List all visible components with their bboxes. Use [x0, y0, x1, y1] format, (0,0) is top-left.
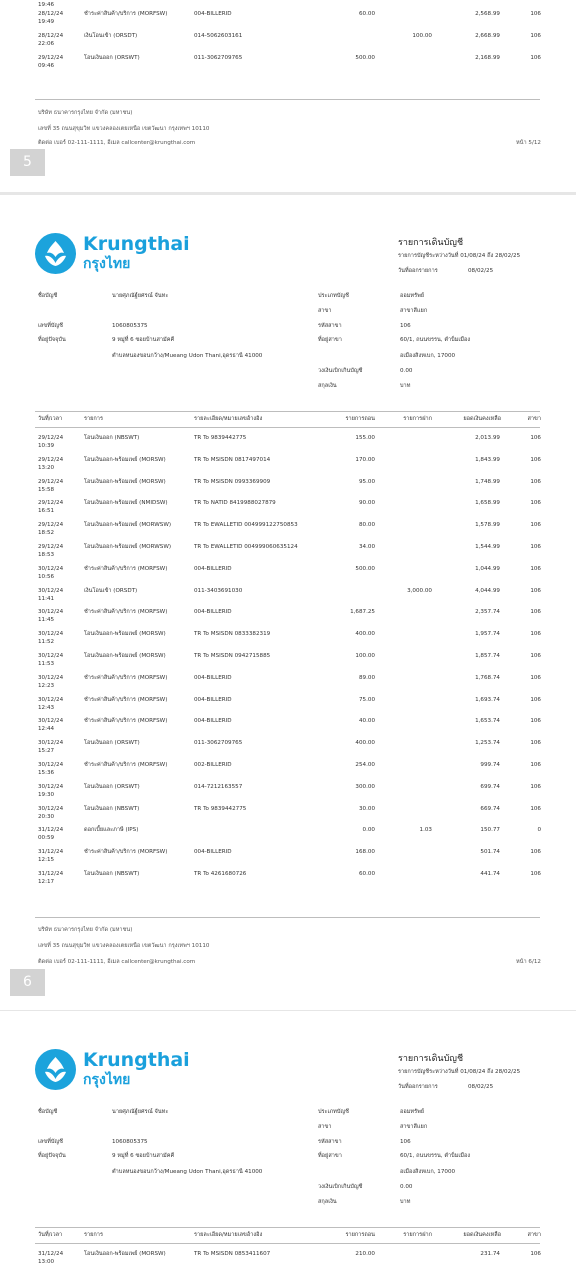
row-date: 29/12/24 — [38, 478, 64, 485]
row-balance: 2,168.99 — [475, 55, 500, 61]
issue-date: 08/02/25 — [468, 268, 494, 274]
row-withdraw: 300.00 — [355, 783, 375, 790]
brand-name-th: กรุงไทย — [83, 256, 131, 272]
row-withdraw: 500.00 — [355, 55, 375, 61]
row-branch: 106 — [530, 609, 541, 616]
row-detail: TR To MSISDN 0853411607 — [194, 1251, 271, 1257]
row-branch: 106 — [530, 696, 541, 703]
row-balance: 1,253.74 — [475, 740, 500, 747]
divider — [35, 411, 540, 412]
row-detail: TR To 4261680726 — [194, 871, 247, 877]
branch-label: สาขา — [318, 308, 332, 314]
statement-period: รายการบัญชีระหว่างวันที่ 01/08/24 ถึง 28/02/25 — [398, 1069, 521, 1075]
col-withdraw: รายการถอน — [345, 416, 375, 422]
overdraft: 0.00 — [400, 368, 413, 374]
overdraft-label: วงเงินเบิกเกินบัญชี — [318, 368, 363, 374]
col-withdraw: รายการถอน — [345, 1232, 375, 1238]
row-detail: TR To MSISDN 0942715885 — [194, 653, 271, 659]
row-balance: 1,843.99 — [475, 456, 500, 463]
row-branch: 106 — [530, 435, 541, 441]
page-indicator: 5 — [10, 149, 45, 176]
row-description: ชำระค่าสินค้า/บริการ (MORFSW) — [84, 718, 168, 725]
row-balance: 4,044.99 — [475, 587, 500, 594]
row-time: 11:53 — [38, 661, 55, 667]
row-date: 29/12/24 — [38, 435, 64, 441]
row-description: ชำระค่าสินค้า/บริการ (MORFSW) — [84, 674, 168, 681]
row-balance: 2,013.99 — [475, 435, 500, 441]
row-balance: 1,653.74 — [475, 718, 500, 725]
branch-address-line1: 60/1, ถนนขรรน, ตำบ็มเมือง — [400, 1153, 471, 1159]
row-detail: TR To 9839442775 — [194, 435, 247, 441]
row-date: 29/12/24 — [38, 522, 64, 529]
row-branch: 106 — [530, 587, 541, 594]
row-time: 10:56 — [38, 573, 55, 580]
row-detail: TR To MSISDN 0817497014 — [194, 456, 271, 463]
row-description: ชำระค่าสินค้า/บริการ (MORFSW) — [84, 609, 168, 616]
account-no: 1060805375 — [112, 1139, 148, 1145]
krungthai-logo — [35, 1049, 76, 1090]
branch-address-label: ที่อยู่สาขา — [318, 337, 342, 343]
row-detail: 004-BILLERID — [194, 849, 232, 856]
row-deposit: 100.00 — [412, 33, 432, 39]
row-description: โอนเงินออก-พร้อมเพย์ (MORSW) — [84, 456, 166, 463]
account-type-label: ประเภทบัญชี — [318, 293, 349, 299]
row-date: 30/12/24 — [38, 631, 64, 638]
row-time: 13:20 — [38, 464, 55, 471]
row-branch: 106 — [530, 478, 541, 485]
row-time: 15:27 — [38, 748, 55, 755]
row-withdraw: 100.00 — [355, 653, 375, 659]
row-description: โอนเงินออก (ORSWT) — [84, 740, 140, 747]
row-branch: 106 — [530, 718, 541, 725]
row-withdraw: 30.00 — [358, 805, 375, 812]
row-balance: 2,357.74 — [475, 609, 500, 616]
row-balance: 1,768.74 — [475, 674, 500, 681]
branch: สาขาสีแยก — [400, 308, 428, 314]
row-time: 13:00 — [38, 1259, 55, 1265]
footer-company: บริษัท ธนาคารกรุงไทย จำกัด (มหาชน) — [38, 110, 133, 116]
branch-address-line2: อเมืองสิงหเบก, 17000 — [400, 1169, 456, 1175]
row-description: โอนเงินออก (NBSWT) — [84, 871, 140, 877]
col-desc: รายการ — [84, 416, 103, 422]
row-withdraw: 0.00 — [362, 827, 375, 834]
row-balance: 501.74 — [480, 849, 500, 856]
row-branch: 106 — [530, 871, 541, 877]
row-date: 31/12/24 — [38, 1251, 64, 1257]
account-no: 1060805375 — [112, 323, 148, 329]
footer-address: เลขที่ 35 ถนนสุขุมวิท แขวงคลองเตยเหนือ เขตวัฒนา กรุงเทพฯ 10110 — [38, 943, 210, 949]
footer-company: บริษัท ธนาคารกรุงไทย จำกัด (มหาชน) — [38, 927, 133, 933]
address-label: ที่อยู่ปัจจุบัน — [38, 337, 66, 343]
row-withdraw: 40.00 — [358, 718, 375, 725]
row-balance: 1,578.99 — [475, 522, 500, 529]
divider — [35, 427, 540, 428]
row-withdraw: 210.00 — [355, 1251, 375, 1257]
col-balance: ยอดเงินคงเหลือ — [463, 416, 501, 422]
account-name: นายศุภณัฐ์ยศรณ์ จันทะ — [112, 293, 169, 299]
branch-address-label: ที่อยู่สาขา — [318, 1153, 342, 1159]
account-name: นายศุภณัฐ์ยศรณ์ จันทะ — [112, 1109, 169, 1115]
statement-page-5 — [0, 0, 576, 192]
row-balance: 699.74 — [480, 783, 500, 790]
row-withdraw: 400.00 — [355, 740, 375, 747]
row-time: 12:17 — [38, 879, 55, 885]
row-date: 31/12/24 — [38, 849, 64, 856]
row-description: โอนเงินออก-พร้อมเพย์ (MORWSW) — [84, 544, 172, 550]
row-withdraw: 89.00 — [358, 674, 375, 681]
col-detail: รายละเอียด/หมายเลขอ้างอิง — [194, 1232, 263, 1238]
branch-code-label: รหัสสาขา — [318, 1139, 342, 1145]
row-time: 19:30 — [38, 791, 55, 798]
page-number: หน้า 5/12 — [516, 140, 541, 146]
row-branch: 106 — [530, 740, 541, 747]
row-balance: 2,668.99 — [475, 33, 500, 39]
branch-label: สาขา — [318, 1124, 332, 1130]
row-withdraw: 500.00 — [355, 565, 375, 572]
row-detail: 004-BILLERID — [194, 718, 232, 725]
branch-code: 106 — [400, 323, 411, 329]
row-description: โอนเงินออก (NBSWT) — [84, 805, 140, 812]
footer-address: เลขที่ 35 ถนนสุขุมวิท แขวงคลองเตยเหนือ เขตวัฒนา กรุงเทพฯ 10110 — [38, 126, 210, 132]
row-description: โอนเงินออก-พร้อมเพย์ (MORWSW) — [84, 522, 172, 529]
row-detail: 014-7212163557 — [194, 783, 243, 790]
row-detail: 004-BILLERID — [194, 11, 232, 17]
row-time: 15:58 — [38, 486, 55, 493]
col-branch: สาขา — [527, 1232, 541, 1238]
row-time: 00:59 — [38, 835, 55, 842]
issue-label: วันที่ออกรายการ — [398, 1084, 438, 1090]
row-withdraw: 168.00 — [355, 849, 375, 856]
row-branch: 106 — [530, 544, 541, 550]
row-description: ชำระค่าสินค้า/บริการ (MORFSW) — [84, 849, 168, 856]
statement-page-6 — [0, 195, 576, 1010]
row-detail: 004-BILLERID — [194, 674, 232, 681]
row-description: ดอกเบี้ยและภาษี (IPS) — [84, 827, 139, 834]
row-detail: 004-BILLERID — [194, 609, 232, 616]
row-branch: 106 — [530, 456, 541, 463]
branch-code-label: รหัสสาขา — [318, 323, 342, 329]
row-date: 30/12/24 — [38, 653, 64, 659]
address-line1: 9 หมู่ที่ 6 ซอยบ้านสามัคคี — [112, 337, 175, 343]
row-detail: TR To MSISDN 0833382319 — [194, 631, 271, 638]
row-time: 18:53 — [38, 552, 55, 558]
currency: บาท — [400, 383, 411, 389]
branch-address-line1: 60/1, ถนนขรรน, ตำบ็มเมือง — [400, 337, 471, 343]
row-branch: 106 — [530, 631, 541, 638]
statement-title: รายการเดินบัญชี — [398, 1054, 464, 1064]
row-detail: TR To EWALLETID 004999060635124 — [194, 544, 298, 550]
row-branch: 106 — [530, 849, 541, 856]
brand-name-en: Krungthai — [83, 233, 190, 255]
col-branch: สาขา — [527, 416, 541, 422]
account-type: ออมทรัพย์ — [400, 1109, 425, 1115]
row-detail: TR To NATID 8419988027879 — [194, 500, 276, 507]
account-name-label: ชื่อบัญชี — [38, 293, 58, 299]
row-branch: 106 — [530, 11, 541, 17]
row-time: 12:44 — [38, 726, 55, 733]
row-detail: TR To 9839442775 — [194, 805, 247, 812]
branch-address-line2: อเมืองสิงหเบก, 17000 — [400, 353, 456, 359]
row-time: 10:39 — [38, 443, 55, 449]
row-date: 31/12/24 — [38, 871, 64, 877]
account-no-label: เลขที่บัญชี — [38, 1139, 63, 1145]
row-deposit: 1.03 — [419, 827, 432, 834]
overdraft: 0.00 — [400, 1184, 413, 1190]
row-withdraw: 400.00 — [355, 631, 375, 638]
divider — [35, 1243, 540, 1244]
row-time: 20:30 — [38, 813, 55, 820]
row-withdraw: 254.00 — [355, 762, 375, 768]
row-balance: 2,568.99 — [475, 11, 500, 17]
issue-date: 08/02/25 — [468, 1084, 494, 1090]
statement-period: รายการบัญชีระหว่างวันที่ 01/08/24 ถึง 28/02/25 — [398, 253, 521, 259]
row-branch: 106 — [530, 762, 541, 768]
row-time: 12:15 — [38, 857, 55, 864]
divider — [35, 99, 540, 100]
row-time: 18:52 — [38, 530, 55, 537]
col-deposit: รายการฝาก — [403, 1232, 432, 1238]
row-balance: 441.74 — [480, 871, 500, 877]
row-detail: TR To EWALLETID 004999122750853 — [194, 522, 298, 529]
account-name-label: ชื่อบัญชี — [38, 1109, 58, 1115]
row-branch: 106 — [530, 674, 541, 681]
row-description: ชำระค่าสินค้า/บริการ (MORFSW) — [84, 565, 168, 572]
row-date: 30/12/24 — [38, 609, 64, 616]
row-date: 30/12/24 — [38, 565, 64, 572]
row-balance: 1,658.99 — [475, 500, 500, 507]
row-branch: 106 — [530, 1251, 541, 1257]
row-date: 29/12/24 — [38, 55, 64, 61]
row-time: 11:52 — [38, 639, 55, 646]
row-detail: 011-3062709765 — [194, 740, 243, 747]
row-detail: 004-BILLERID — [194, 696, 232, 703]
account-type-label: ประเภทบัญชี — [318, 1109, 349, 1115]
footer-contact: ติดต่อ เบอร์ 02-111-1111, อีเมล callcenter@krungthai.com — [38, 959, 196, 965]
row-description: โอนเงินออก-พร้อมเพย์ (MORSW) — [84, 653, 166, 659]
row-date: 30/12/24 — [38, 740, 64, 747]
row-time: 19:46 — [38, 2, 55, 8]
row-branch: 106 — [530, 55, 541, 61]
col-balance: ยอดเงินคงเหลือ — [463, 1232, 501, 1238]
row-branch: 106 — [530, 653, 541, 659]
row-time: 16:51 — [38, 508, 55, 515]
row-branch: 106 — [530, 805, 541, 812]
row-date: 28/12/24 — [38, 33, 64, 39]
row-detail: TR To MSISDN 0993369909 — [194, 478, 271, 485]
col-deposit: รายการฝาก — [403, 416, 432, 422]
row-time: 11:45 — [38, 617, 55, 624]
row-branch: 106 — [530, 33, 541, 39]
row-balance: 1,544.99 — [475, 544, 500, 550]
row-balance: 669.74 — [480, 805, 500, 812]
row-withdraw: 1,687.25 — [350, 609, 375, 616]
address-line2: ตำบลหนองขอนกว้าง/Mueang Udon Thani,อุดรธานี 41000 — [112, 353, 263, 359]
row-description: โอนเงินออก-พร้อมเพย์ (NMIDSW) — [84, 500, 168, 507]
row-withdraw: 34.00 — [358, 544, 375, 550]
address-line2: ตำบลหนองขอนกว้าง/Mueang Udon Thani,อุดรธานี 41000 — [112, 1169, 263, 1175]
row-withdraw: 90.00 — [358, 500, 375, 507]
currency-label: สกุลเงิน — [318, 1199, 337, 1205]
account-no-label: เลขที่บัญชี — [38, 323, 63, 329]
branch: สาขาสีแยก — [400, 1124, 428, 1130]
divider — [35, 917, 540, 918]
row-balance: 150.77 — [480, 827, 500, 834]
row-branch: 0 — [537, 827, 541, 834]
row-withdraw: 80.00 — [358, 522, 375, 529]
row-detail: 014-5062603161 — [194, 33, 243, 39]
row-description: โอนเงินออก-พร้อมเพย์ (MORSW) — [84, 1251, 166, 1257]
col-detail: รายละเอียด/หมายเลขอ้างอิง — [194, 416, 263, 422]
row-date: 28/12/24 — [38, 11, 64, 17]
row-balance: 1,748.99 — [475, 478, 500, 485]
row-date: 30/12/24 — [38, 674, 64, 681]
row-date: 29/12/24 — [38, 500, 64, 507]
row-description: โอนเงินออก (ORSWT) — [84, 55, 140, 61]
currency-label: สกุลเงิน — [318, 383, 337, 389]
col-desc: รายการ — [84, 1232, 103, 1238]
row-time: 09:46 — [38, 63, 55, 69]
row-description: ชำระค่าสินค้า/บริการ (MORFSW) — [84, 762, 168, 768]
row-branch: 106 — [530, 522, 541, 529]
row-detail: 011-3062709765 — [194, 55, 243, 61]
row-time: 11:41 — [38, 595, 55, 602]
row-description: ชำระค่าสินค้า/บริการ (MORFSW) — [84, 11, 168, 17]
row-date: 30/12/24 — [38, 587, 64, 594]
row-description: ชำระค่าสินค้า/บริการ (MORFSW) — [84, 696, 168, 703]
row-time: 12:23 — [38, 682, 55, 689]
row-detail: 002-BILLERID — [194, 762, 232, 768]
row-balance: 231.74 — [480, 1251, 500, 1257]
row-description: โอนเงินออก-พร้อมเพย์ (MORSW) — [84, 631, 166, 638]
row-branch: 106 — [530, 500, 541, 507]
statement-page-7 — [0, 1011, 576, 1280]
row-date: 29/12/24 — [38, 544, 64, 550]
page-number: หน้า 6/12 — [516, 959, 541, 965]
address-line1: 9 หมู่ที่ 6 ซอยบ้านสามัคคี — [112, 1153, 175, 1159]
row-balance: 1,693.74 — [475, 696, 500, 703]
row-balance: 1,044.99 — [475, 565, 500, 572]
col-datetime: วันที่/เวลา — [38, 1232, 63, 1238]
row-date: 30/12/24 — [38, 805, 64, 812]
row-date: 30/12/24 — [38, 696, 64, 703]
row-date: 30/12/24 — [38, 762, 64, 768]
issue-label: วันที่ออกรายการ — [398, 268, 438, 274]
currency: บาท — [400, 1199, 411, 1205]
brand-name-th: กรุงไทย — [83, 1072, 131, 1088]
row-date: 30/12/24 — [38, 718, 64, 725]
row-time: 15:36 — [38, 770, 55, 776]
row-description: โอนเงินออก (NBSWT) — [84, 435, 140, 441]
row-withdraw: 75.00 — [358, 696, 375, 703]
row-detail: 011-3403691030 — [194, 587, 243, 594]
row-date: 30/12/24 — [38, 783, 64, 790]
brand-name-en: Krungthai — [83, 1049, 190, 1071]
row-description: โอนเงินออก-พร้อมเพย์ (MORSW) — [84, 478, 166, 485]
row-branch: 106 — [530, 565, 541, 572]
row-date: 31/12/24 — [38, 827, 64, 834]
footer-contact: ติดต่อ เบอร์ 02-111-1111, อีเมล callcenter@krungthai.com — [38, 140, 196, 146]
krungthai-logo — [35, 233, 76, 274]
row-time: 19:49 — [38, 19, 55, 25]
row-branch: 106 — [530, 783, 541, 790]
overdraft-label: วงเงินเบิกเกินบัญชี — [318, 1184, 363, 1190]
address-label: ที่อยู่ปัจจุบัน — [38, 1153, 66, 1159]
row-detail: 004-BILLERID — [194, 565, 232, 572]
row-time: 22:06 — [38, 41, 55, 47]
row-withdraw: 155.00 — [355, 435, 375, 441]
page-indicator: 6 — [10, 969, 45, 996]
row-withdraw: 170.00 — [355, 456, 375, 463]
col-datetime: วันที่/เวลา — [38, 416, 63, 422]
row-deposit: 3,000.00 — [407, 587, 432, 594]
branch-code: 106 — [400, 1139, 411, 1145]
row-withdraw: 60.00 — [358, 11, 375, 17]
statement-title: รายการเดินบัญชี — [398, 238, 464, 248]
row-date: 29/12/24 — [38, 456, 64, 463]
row-balance: 1,957.74 — [475, 631, 500, 638]
account-type: ออมทรัพย์ — [400, 293, 425, 299]
row-description: โอนเงินออก (ORSWT) — [84, 783, 140, 790]
row-description: เงินโอนเข้า (ORSDT) — [84, 33, 138, 39]
row-time: 12:43 — [38, 704, 55, 711]
row-description: เงินโอนเข้า (ORSDT) — [84, 587, 138, 594]
row-balance: 999.74 — [480, 762, 500, 768]
row-withdraw: 60.00 — [358, 871, 375, 877]
divider — [35, 1227, 540, 1228]
row-balance: 1,857.74 — [475, 653, 500, 659]
row-withdraw: 95.00 — [358, 478, 375, 485]
